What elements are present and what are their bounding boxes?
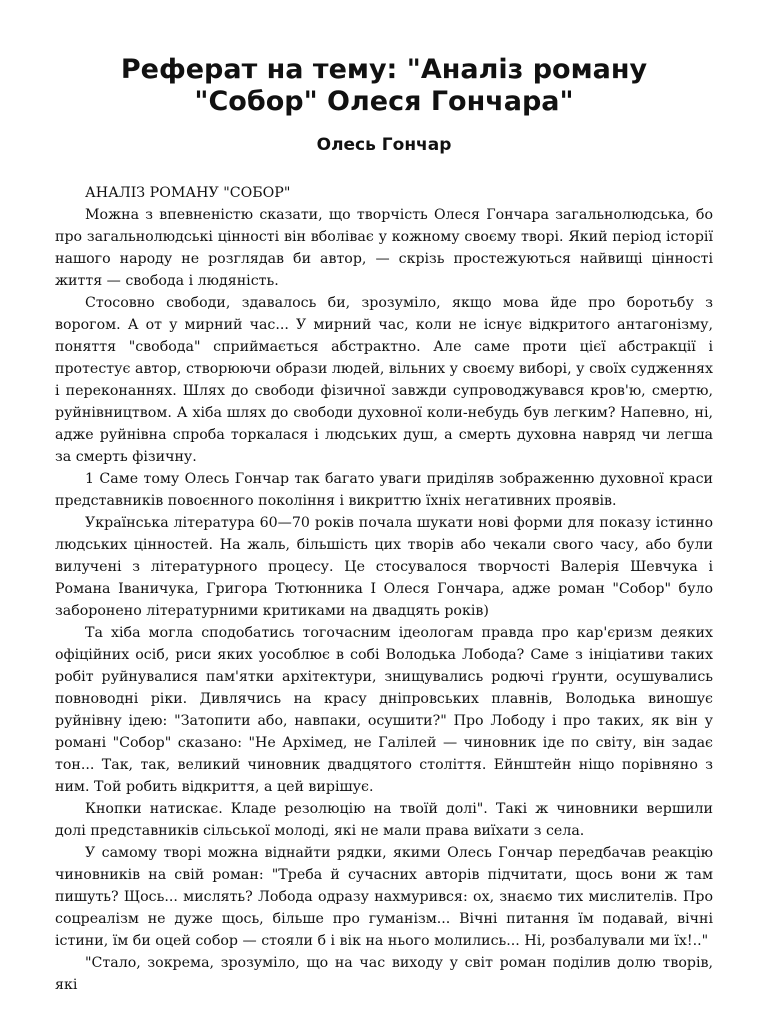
- paragraph: Кнопки натискає. Кладе резолюцію на твоїй долі". Такі ж чиновники вершили долі представників сільської молоді, які не мали права виїхати з села.: [55, 801, 713, 839]
- paragraph: 1 Саме тому Олесь Гончар так багато уваги приділяв зображенню духовної краси представників повоєнного покоління і викриттю їхніх негативних проявів.: [55, 471, 713, 509]
- paragraph: Стосовно свободи, здавалось би, зрозуміло, якщо мова йде про боротьбу з ворогом. А от у мирний час... У мирний час, коли не існує відкритого антагонізму, поняття "свобода" сприймається абстрактно. Але саме проти цієї абстракції і протестує автор, створюючи образи людей, вільних у своєму виборі, у своїх судженнях і переконаннях. Шлях до свободи фізичної завжди супроводжувався кров'ю, смертю, руйнівництвом. А хіба шлях до свободи духовної коли-небудь був легким? Напевно, ні, адже руйнівна спроба торкалася і людських душ, а смерть духовна навряд чи легша за смерть фізичну.: [55, 295, 713, 465]
- paragraph: Можна з впевненістю сказати, що творчість Олеся Гончара загальнолюдська, бо про загальнолюдські цінності він вболіває у кожному своєму творі. Який період історії нашого народу не розглядав би автор, — скрізь простежуються найвищі цінності життя — свобода і людяність.: [55, 207, 713, 289]
- document-page: [55, 0, 713, 996]
- paragraph: Українська література 60—70 років почала шукати нові форми для показу істинно людських цінностей. На жаль, більшість цих творів або чекали свого часу, або були вилучені з літературного процесу. Це стосувалося творчості Валерія Шевчука і Романа Іваничука, Григора Тютюнника І Олеся Гончара, адже роман "Собор" було заборонено літературними критиками на двадцять років): [55, 515, 713, 619]
- document-body: [55, 182, 713, 996]
- section-heading: АНАЛІЗ РОМАНУ "СОБОР": [85, 185, 291, 201]
- paragraph: Та хіба могла сподобатись тогочасним ідеологам правда про кар'єризм деяких офіційних осіб, риси яких уособлює в собі Володька Лобода? Саме з ініціативи таких робіт руйнувалися пам'ятки архітектури, знищувались родючі ґрунти, осушувались повноводні ріки. Дивлячись на красу дніпровських плавнів, Володька виношує руйнівну ідею: "Затопити або, навпаки, осушити?" Про Лободу і про таких, як він у романі "Собор" сказано: "Не Архімед, не Галілей — чиновник іде по світу, він задає тон... Так, так, великий чиновник двадцятого століття. Ейнштейн ніщо порівняно з ним. Той робить відкриття, а цей вирішує.: [55, 625, 713, 795]
- paragraph: У самому творі можна віднайти рядки, якими Олесь Гончар передбачав реакцію чиновників на свій роман: "Треба й сучасних авторів підчитати, щось вони ж там пишуть? Щось... мислять? Лобода одразу нахмурився: ох, знаємо тих мислителів. Про соцреалізм не дуже щось, більше про гуманізм... Вічні питання їм подавай, вічні істини, їм би оцей собор — стояли б і вік на нього молились... Ні, розбалували ми їх!..": [55, 845, 713, 949]
- document-title: Реферат на тему: "Аналіз роману "Собор" Олеся Гончара": [120, 54, 648, 117]
- paragraph: "Стало, зокрема, зрозуміло, що на час виходу у світ роман поділив долю творів, які: [55, 955, 713, 993]
- document-author: Олесь Гончар: [316, 135, 452, 155]
